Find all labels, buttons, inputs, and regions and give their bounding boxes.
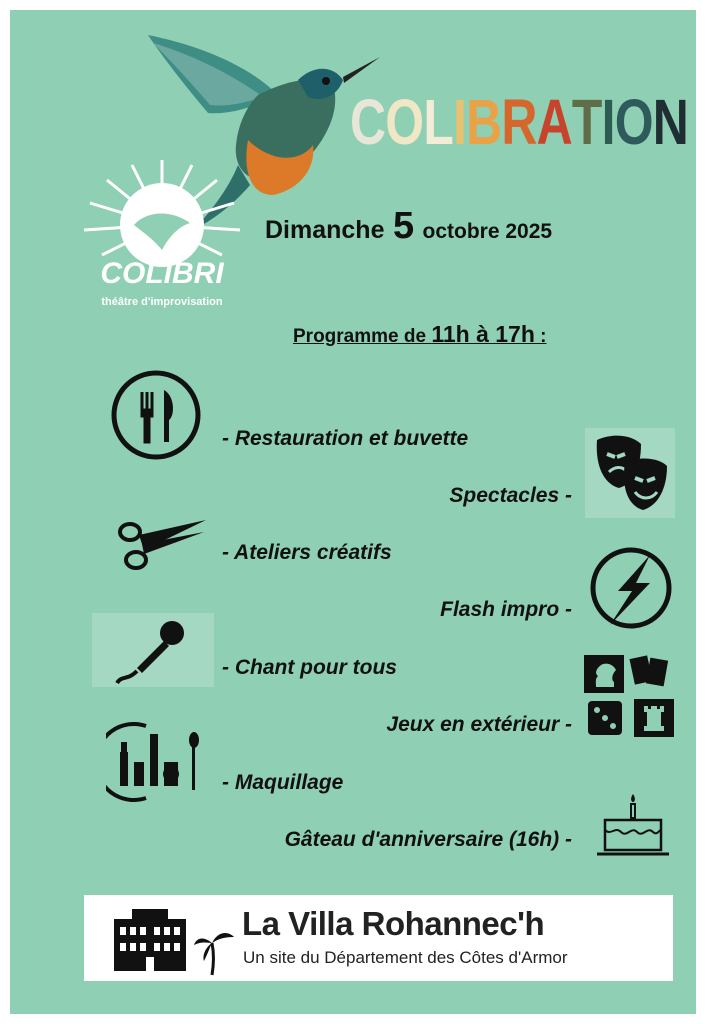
date-day: 5 [392, 205, 415, 247]
title-letter: I [453, 86, 467, 158]
title-letter: A [536, 86, 572, 158]
lightning-icon [588, 545, 674, 631]
activity-ateliers: - Ateliers créatifs [222, 541, 392, 564]
venue-banner [84, 895, 673, 981]
date-month-year: octobre 2025 [422, 220, 553, 243]
venue-name: La Villa Rohannec'h [242, 905, 545, 942]
colibri-logo [62, 155, 262, 315]
title-letter: I [601, 86, 615, 158]
poster [10, 10, 696, 1014]
title-letter: C [350, 86, 386, 158]
title-letter: R [501, 86, 537, 158]
palm-tree-icon [192, 925, 236, 977]
event-title [350, 86, 689, 158]
scissors-icon [114, 510, 210, 574]
games-icon [584, 655, 674, 737]
title-letter: O [614, 86, 653, 158]
theater-masks-icon [585, 428, 675, 518]
microphone-icon [92, 613, 214, 687]
logo-tagline: théâtre d'improvisation [101, 296, 223, 308]
venue-subtitle: Un site du Département des Côtes d'Armor [243, 948, 568, 967]
activity-restauration: - Restauration et buvette [222, 427, 469, 450]
activity-chant: - Chant pour tous [222, 656, 397, 679]
title-letter: L [423, 86, 454, 158]
makeup-icon [106, 722, 212, 802]
title-letter: B [466, 86, 502, 158]
event-date [265, 205, 552, 248]
program-label: Programme de [293, 326, 432, 347]
activity-maquillage: - Maquillage [222, 771, 344, 794]
program-times: 11h à 17h [431, 321, 535, 347]
activity-spectacles: Spectacles - [449, 484, 572, 507]
activity-flash-impro: Flash impro - [440, 598, 572, 621]
cutlery-icon [109, 368, 203, 462]
date-weekday: Dimanche [265, 216, 385, 244]
title-letter: O [385, 86, 424, 158]
logo-name: COLIBRI [100, 257, 224, 290]
title-letter: T [571, 86, 602, 158]
cake-icon [595, 788, 671, 858]
activity-jeux: Jeux en extérieur - [386, 713, 572, 736]
program-colon: : [534, 326, 547, 347]
title-letter: N [652, 86, 689, 158]
activity-gateau: Gâteau d'anniversaire (16h) - [284, 828, 572, 851]
program-heading [293, 321, 547, 348]
villa-building-icon [110, 905, 190, 975]
